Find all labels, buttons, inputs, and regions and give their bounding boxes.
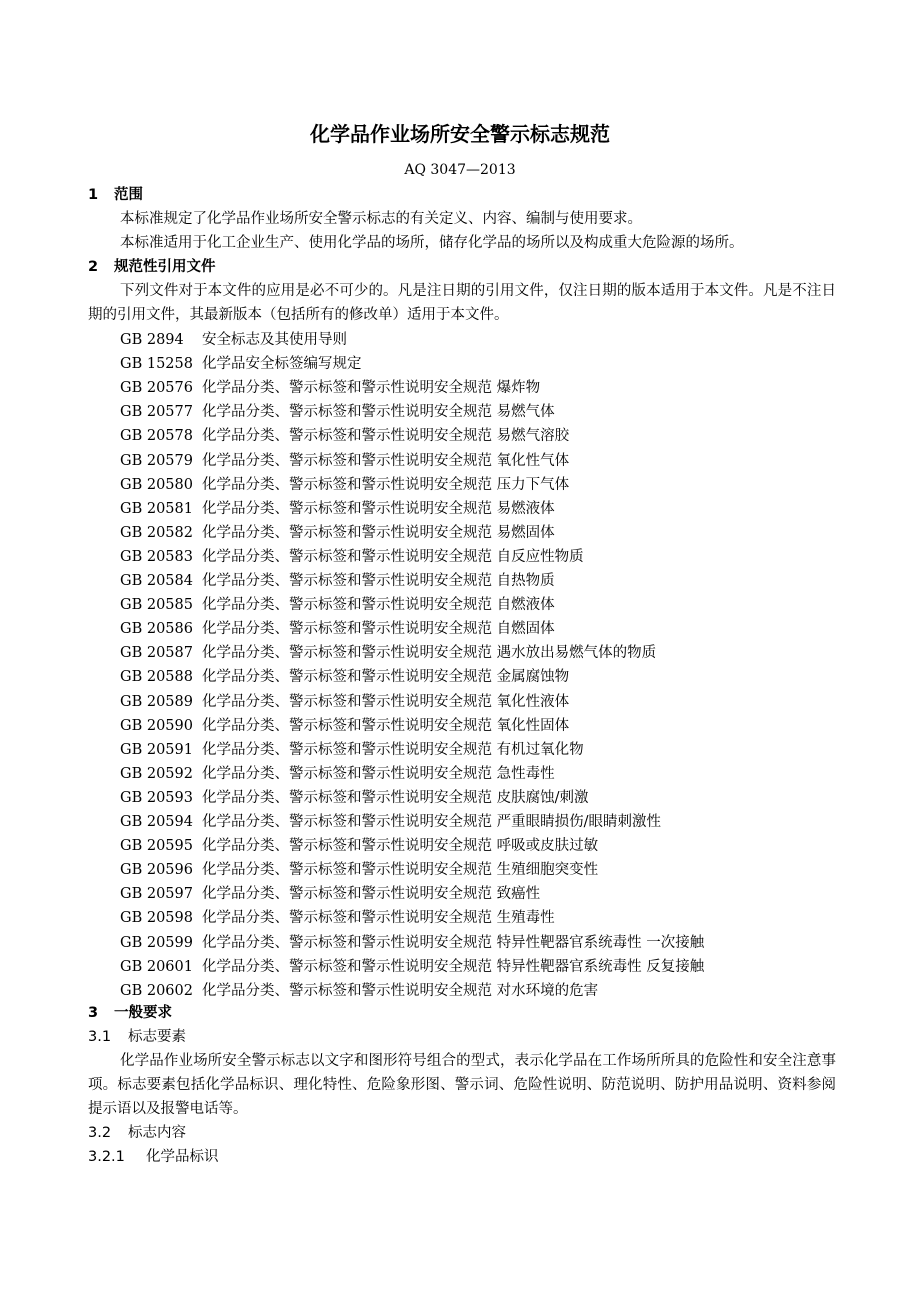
reference-item bbox=[120, 715, 569, 737]
section-3-1-title: 标志要素 bbox=[128, 1029, 186, 1045]
section-1-title: 范围 bbox=[114, 187, 143, 203]
reference-title: 化学品分类、警示标签和警示性说明安全规范 易燃液体 bbox=[202, 500, 555, 517]
reference-title: 化学品分类、警示标签和警示性说明安全规范 皮肤腐蚀/刺激 bbox=[202, 789, 589, 806]
reference-code: GB 20579 bbox=[120, 452, 193, 469]
reference-item bbox=[120, 522, 555, 544]
reference-item bbox=[120, 329, 347, 351]
standard-code: AQ 3047—2013 bbox=[404, 162, 516, 178]
reference-code: GB 20576 bbox=[120, 380, 193, 397]
section-3-1-number: 3.1 bbox=[88, 1029, 112, 1045]
section-2-intro: 下列文件对于本文件的应用是必不可少的。凡是注日期的引用文件，仅注日期的版本适用于本文件。凡是不注日期的引用文件，其最新版本（包括所有的修改单）适用于本文件。 bbox=[88, 283, 836, 323]
section-1-paragraph-2: 本标准适用于化工企业生产、使用化学品的场所，储存化学品的场所以及构成重大危险源的场所。 bbox=[120, 235, 744, 251]
section-3-1-heading bbox=[88, 1026, 186, 1048]
reference-code: GB 20583 bbox=[120, 548, 193, 565]
reference-item bbox=[120, 956, 704, 978]
reference-item bbox=[120, 932, 704, 954]
reference-title: 化学品分类、警示标签和警示性说明安全规范 急性毒性 bbox=[202, 765, 555, 782]
reference-code: GB 20592 bbox=[120, 765, 193, 782]
reference-title: 化学品分类、警示标签和警示性说明安全规范 呼吸或皮肤过敏 bbox=[202, 838, 599, 855]
reference-code: GB 20589 bbox=[120, 693, 193, 710]
section-3-heading bbox=[88, 1002, 172, 1024]
reference-code: GB 20586 bbox=[120, 621, 193, 638]
reference-item bbox=[120, 546, 584, 568]
reference-code: GB 20596 bbox=[120, 862, 193, 879]
reference-title: 安全标志及其使用导则 bbox=[202, 332, 347, 348]
reference-title: 化学品分类、警示标签和警示性说明安全规范 氧化性固体 bbox=[202, 717, 570, 734]
section-3-title: 一般要求 bbox=[114, 1005, 172, 1021]
section-3-2-title: 标志内容 bbox=[128, 1125, 186, 1141]
reference-title: 化学品分类、警示标签和警示性说明安全规范 氧化性气体 bbox=[202, 452, 570, 469]
reference-item bbox=[120, 498, 555, 520]
reference-item bbox=[120, 811, 661, 833]
reference-item bbox=[120, 907, 555, 929]
document-title: 化学品作业场所安全警示标志规范 bbox=[310, 122, 610, 146]
section-3-1-paragraph: 化学品作业场所安全警示标志以文字和图形符号组合的型式，表示化学品在工作场所所具的危险性和安全注意事项。标志要素包括化学品标识、理化特性、危险象形图、警示词、危险性说明、防范说明、防护用品说明、资料参阅提示语以及报警电话等。 bbox=[88, 1053, 836, 1117]
reference-item bbox=[120, 594, 555, 616]
reference-title: 化学品分类、警示标签和警示性说明安全规范 致癌性 bbox=[202, 886, 541, 903]
reference-code: GB 20591 bbox=[120, 741, 193, 758]
section-3-2-number: 3.2 bbox=[88, 1125, 112, 1141]
section-3-2-heading bbox=[88, 1122, 186, 1144]
reference-item bbox=[120, 642, 656, 664]
section-1-number: 1 bbox=[88, 187, 99, 203]
reference-title: 化学品分类、警示标签和警示性说明安全规范 自热物质 bbox=[202, 573, 555, 589]
reference-code: GB 20580 bbox=[120, 476, 193, 493]
reference-code: GB 20602 bbox=[120, 982, 193, 999]
reference-title: 化学品分类、警示标签和警示性说明安全规范 生殖细胞突变性 bbox=[202, 862, 599, 879]
reference-title: 化学品分类、警示标签和警示性说明安全规范 自反应性物质 bbox=[202, 548, 584, 565]
reference-title: 化学品分类、警示标签和警示性说明安全规范 易燃固体 bbox=[202, 524, 555, 541]
reference-code: GB 20597 bbox=[120, 886, 193, 903]
reference-item bbox=[120, 570, 555, 592]
section-3-2-1-title: 化学品标识 bbox=[146, 1149, 219, 1165]
section-1-heading bbox=[88, 184, 143, 206]
reference-title: 化学品分类、警示标签和警示性说明安全规范 特异性靶器官系统毒性 反复接触 bbox=[202, 958, 705, 975]
reference-item bbox=[120, 401, 555, 423]
reference-code: GB 20582 bbox=[120, 524, 193, 541]
reference-code: GB 20588 bbox=[120, 669, 193, 686]
reference-item bbox=[120, 739, 584, 761]
reference-title: 化学品分类、警示标签和警示性说明安全规范 特异性靶器官系统毒性 一次接触 bbox=[202, 934, 705, 951]
reference-title: 化学品分类、警示标签和警示性说明安全规范 自燃液体 bbox=[202, 597, 555, 614]
reference-title: 化学品分类、警示标签和警示性说明安全规范 压力下气体 bbox=[202, 476, 570, 493]
reference-title: 化学品分类、警示标签和警示性说明安全规范 生殖毒性 bbox=[202, 910, 555, 927]
section-3-2-1-heading bbox=[88, 1146, 219, 1168]
reference-title: 化学品分类、警示标签和警示性说明安全规范 易燃气体 bbox=[202, 404, 555, 421]
reference-title: 化学品分类、警示标签和警示性说明安全规范 自燃固体 bbox=[202, 621, 555, 638]
reference-code: GB 20578 bbox=[120, 428, 193, 445]
reference-item bbox=[120, 691, 569, 713]
reference-code: GB 20584 bbox=[120, 573, 193, 589]
reference-code: GB 20593 bbox=[120, 789, 193, 806]
reference-title: 化学品安全标签编写规定 bbox=[202, 356, 362, 373]
reference-title: 化学品分类、警示标签和警示性说明安全规范 氧化性液体 bbox=[202, 693, 570, 710]
reference-title: 化学品分类、警示标签和警示性说明安全规范 易燃气溶胶 bbox=[202, 428, 570, 445]
reference-item bbox=[120, 763, 555, 785]
reference-title: 化学品分类、警示标签和警示性说明安全规范 金属腐蚀物 bbox=[202, 669, 570, 686]
reference-code: GB 2894 bbox=[120, 332, 184, 348]
reference-item bbox=[120, 835, 598, 857]
reference-title: 化学品分类、警示标签和警示性说明安全规范 有机过氧化物 bbox=[202, 741, 584, 758]
reference-title: 化学品分类、警示标签和警示性说明安全规范 爆炸物 bbox=[202, 380, 541, 397]
reference-item bbox=[120, 474, 569, 496]
section-3-number: 3 bbox=[88, 1005, 99, 1021]
reference-code: GB 20590 bbox=[120, 717, 193, 734]
reference-code: GB 20599 bbox=[120, 934, 193, 951]
section-1-paragraph-1: 本标准规定了化学品作业场所安全警示标志的有关定义、内容、编制与使用要求。 bbox=[120, 211, 642, 227]
section-2-title: 规范性引用文件 bbox=[114, 259, 216, 275]
reference-item bbox=[120, 618, 555, 640]
reference-code: GB 15258 bbox=[120, 356, 193, 373]
reference-code: GB 20581 bbox=[120, 500, 193, 517]
reference-code: GB 20585 bbox=[120, 597, 193, 614]
reference-code: GB 20595 bbox=[120, 838, 193, 855]
reference-item bbox=[120, 980, 598, 1002]
reference-title: 化学品分类、警示标签和警示性说明安全规范 遇水放出易燃气体的物质 bbox=[202, 645, 657, 662]
reference-item bbox=[120, 450, 569, 472]
reference-code: GB 20601 bbox=[120, 958, 193, 975]
reference-item bbox=[120, 353, 362, 375]
section-3-2-1-number: 3.2.1 bbox=[88, 1149, 125, 1165]
reference-item bbox=[120, 787, 589, 809]
reference-code: GB 20577 bbox=[120, 404, 193, 421]
reference-code: GB 20587 bbox=[120, 645, 193, 662]
reference-item bbox=[120, 666, 569, 688]
reference-item bbox=[120, 859, 598, 881]
reference-code: GB 20598 bbox=[120, 910, 193, 927]
section-2-number: 2 bbox=[88, 259, 99, 275]
reference-item bbox=[120, 377, 540, 399]
reference-title: 化学品分类、警示标签和警示性说明安全规范 对水环境的危害 bbox=[202, 982, 599, 999]
reference-code: GB 20594 bbox=[120, 814, 193, 830]
reference-item bbox=[120, 425, 569, 447]
reference-item bbox=[120, 883, 540, 905]
reference-title: 化学品分类、警示标签和警示性说明安全规范 严重眼睛损伤/眼睛刺激性 bbox=[202, 814, 661, 830]
section-2-heading bbox=[88, 256, 216, 278]
